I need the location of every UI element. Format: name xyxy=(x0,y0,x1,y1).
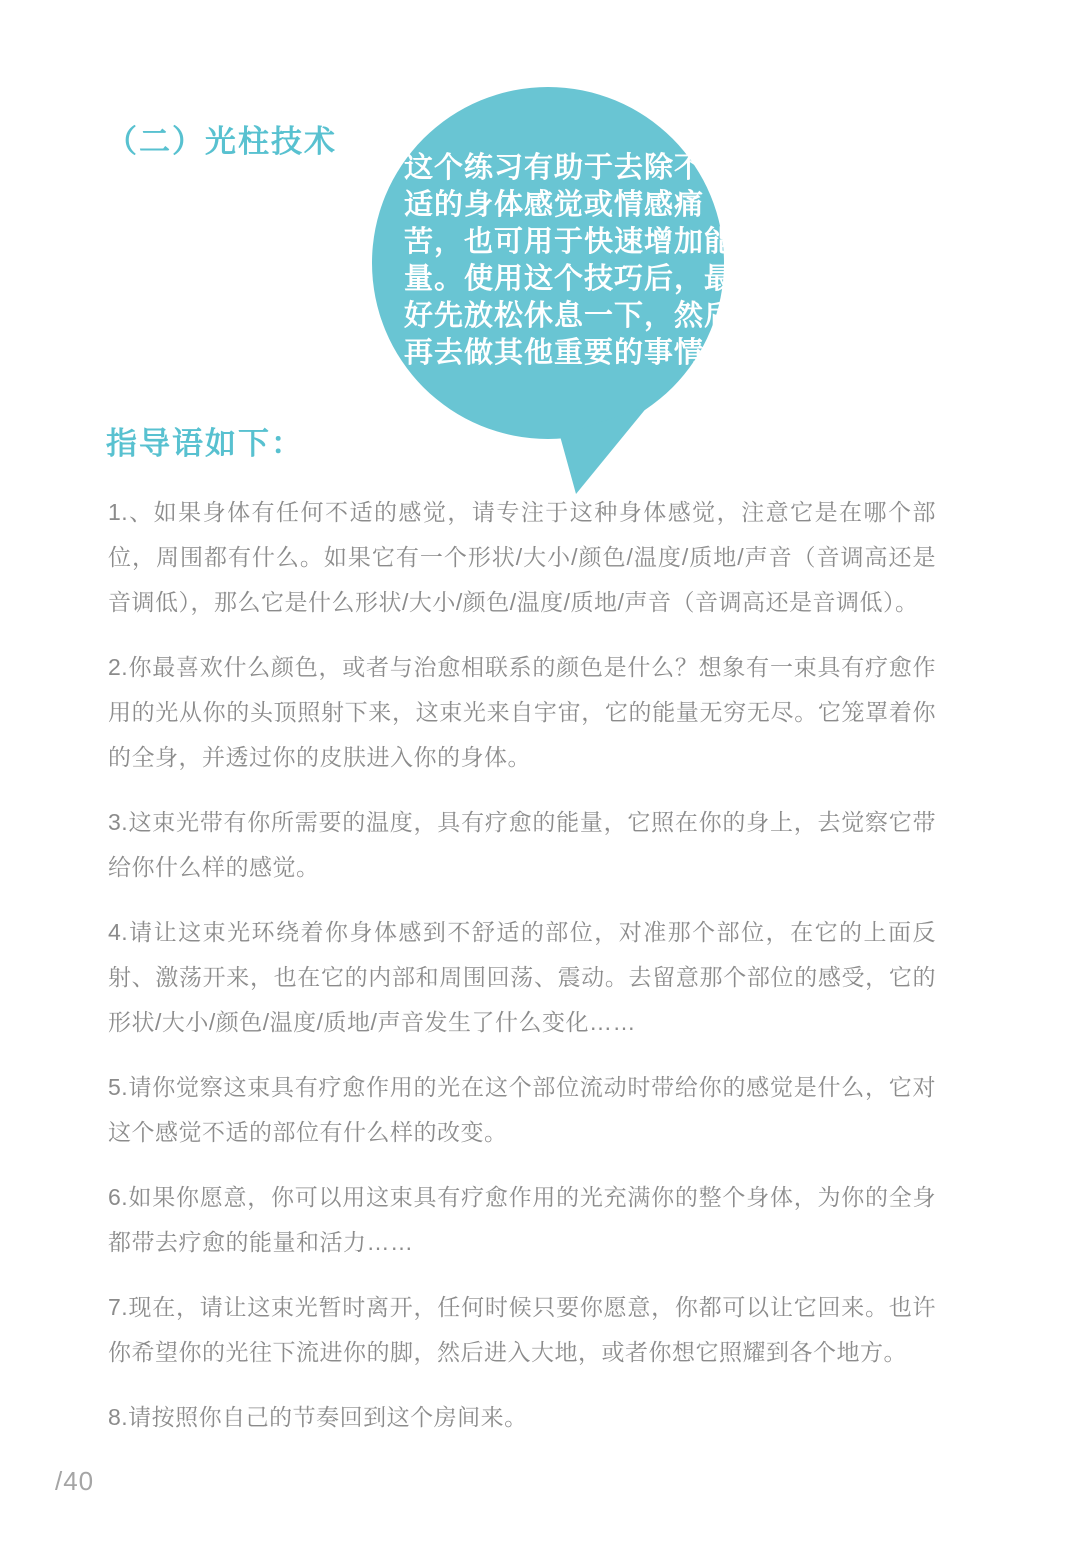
instruction-paragraph-6: 6.如果你愿意，你可以用这束具有疗愈作用的光充满你的整个身体，为你的全身都带去疗愈的能量和活力…… xyxy=(108,1184,936,1255)
section-heading: 指导语如下： xyxy=(106,426,304,461)
page-title: （二）光柱技术 xyxy=(106,124,337,159)
instruction-paragraph-2: 2.你最喜欢什么颜色，或者与治愈相联系的颜色是什么？想象有一束具有疗愈作用的光从你的头顶照射下来，这束光来自宇宙，它的能量无穷无尽。它笼罩着你的全身，并透过你的皮肤进入你的身体。 xyxy=(108,654,936,770)
page-number: /40 xyxy=(55,1466,95,1496)
bubble-line: 量。使用这个技巧后，最 xyxy=(404,263,735,295)
speech-bubble-text xyxy=(404,150,735,372)
instruction-paragraph-5: 5.请你觉察这束具有疗愈作用的光在这个部位流动时带给你的感觉是什么，它对这个感觉不适的部位有什么样的改变。 xyxy=(108,1074,936,1145)
bubble-line: 再去做其他重要的事情 xyxy=(404,337,705,369)
bubble-line: 这个练习有助于去除不 xyxy=(404,152,705,184)
bubble-line: 好先放松休息一下，然后 xyxy=(404,300,735,332)
bubble-line: 苦，也可用于快速增加能 xyxy=(404,226,735,258)
instruction-paragraph-7: 7.现在，请让这束光暂时离开，任何时候只要你愿意，你都可以让它回来。也许你希望你的光往下流进你的脚，然后进入大地，或者你想它照耀到各个地方。 xyxy=(108,1294,936,1365)
instruction-paragraph-3: 3.这束光带有你所需要的温度，具有疗愈的能量，它照在你的身上，去觉察它带给你什么样的感觉。 xyxy=(108,809,936,880)
bubble-line: 适的身体感觉或情感痛 xyxy=(404,189,705,221)
instruction-paragraph-8: 8.请按照你自己的节奏回到这个房间来。 xyxy=(108,1404,528,1430)
instruction-paragraph-1: 1.、如果身体有任何不适的感觉，请专注于这种身体感觉，注意它是在哪个部位，周围都有什么。如果它有一个形状/大小/颜色/温度/质地/声音（音调高还是音调低），那么它是什么形状/大小/颜色/温度/质地/声音（音调高还是音调低）。 xyxy=(108,499,936,615)
instruction-list xyxy=(108,490,936,1460)
instruction-paragraph-4: 4.请让这束光环绕着你身体感到不舒适的部位，对准那个部位，在它的上面反射、激荡开来，也在它的内部和周围回荡、震动。去留意那个部位的感受，它的形状/大小/颜色/温度/质地/声音发生了什么变化…… xyxy=(108,919,936,1035)
